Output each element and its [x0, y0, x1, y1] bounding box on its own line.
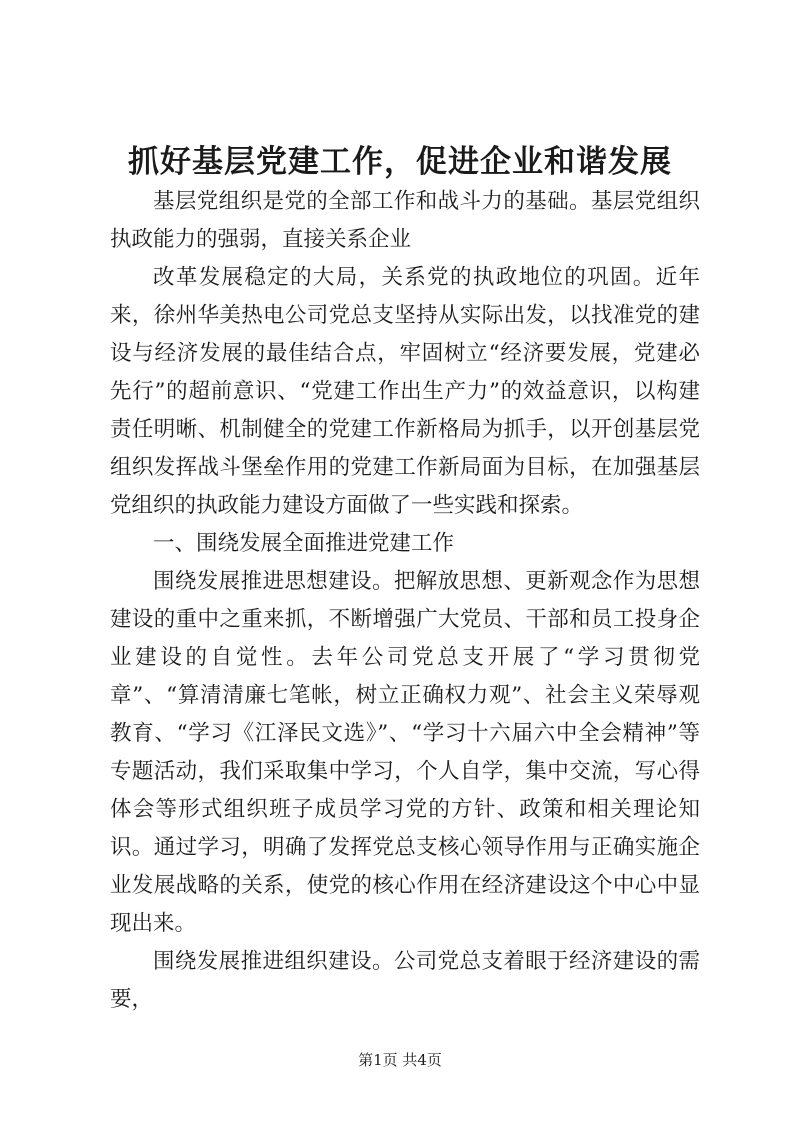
section-heading-1: 一、围绕发展全面推进党建工作 [153, 531, 455, 556]
document-body [110, 183, 700, 1019]
page-number-footer: 第1页 共4页 [358, 1051, 442, 1069]
document-title: 抓好基层党建工作，促进企业和谐发展 [128, 144, 672, 180]
paragraph-ideology: 围绕发展推进思想建设。把解放思想、更新观念作为思想建设的重中之重来抓，不断增强广大党员、干部和员工投身企业建设的自觉性。去年公司党总支开展了“学习贯彻党章”、“算清清廉七笔帐，树立正确权力观”、社会主义荣辱观教育、“学习《江泽民文选》”、“学习十六届六中全会精神”等专题活动，我们采取集中学习，个人自学，集中交流，写心得体会等形式组织班子成员学习党的方针、政策和相关理论知识。通过学习，明确了发挥党总支核心领导作用与正确实施企业发展战略的关系，使党的核心作用在经济建设这个中心中显现出来。 [110, 569, 700, 936]
paragraph-reform: 改革发展稳定的大局，关系党的执政地位的巩固。近年来，徐州华美热电公司党总支坚持从实际出发，以找准党的建设与经济发展的最佳结合点，牢固树立“经济要发展，党建必先行”的超前意识、“党建工作出生产力”的效益意识，以构建责任明晰、机制健全的党建工作新格局为抓手，以开创基层党组织发挥战斗堡垒作用的党建工作新局面为目标，在加强基层党组织的执政能力建设方面做了一些实践和探索。 [110, 265, 700, 518]
paragraph-intro: 基层党组织是党的全部工作和战斗力的基础。基层党组织执政能力的强弱，直接关系企业 [110, 189, 700, 252]
paragraph-organization: 围绕发展推进组织建设。公司党总支着眼于经济建设的需要， [110, 949, 700, 1012]
